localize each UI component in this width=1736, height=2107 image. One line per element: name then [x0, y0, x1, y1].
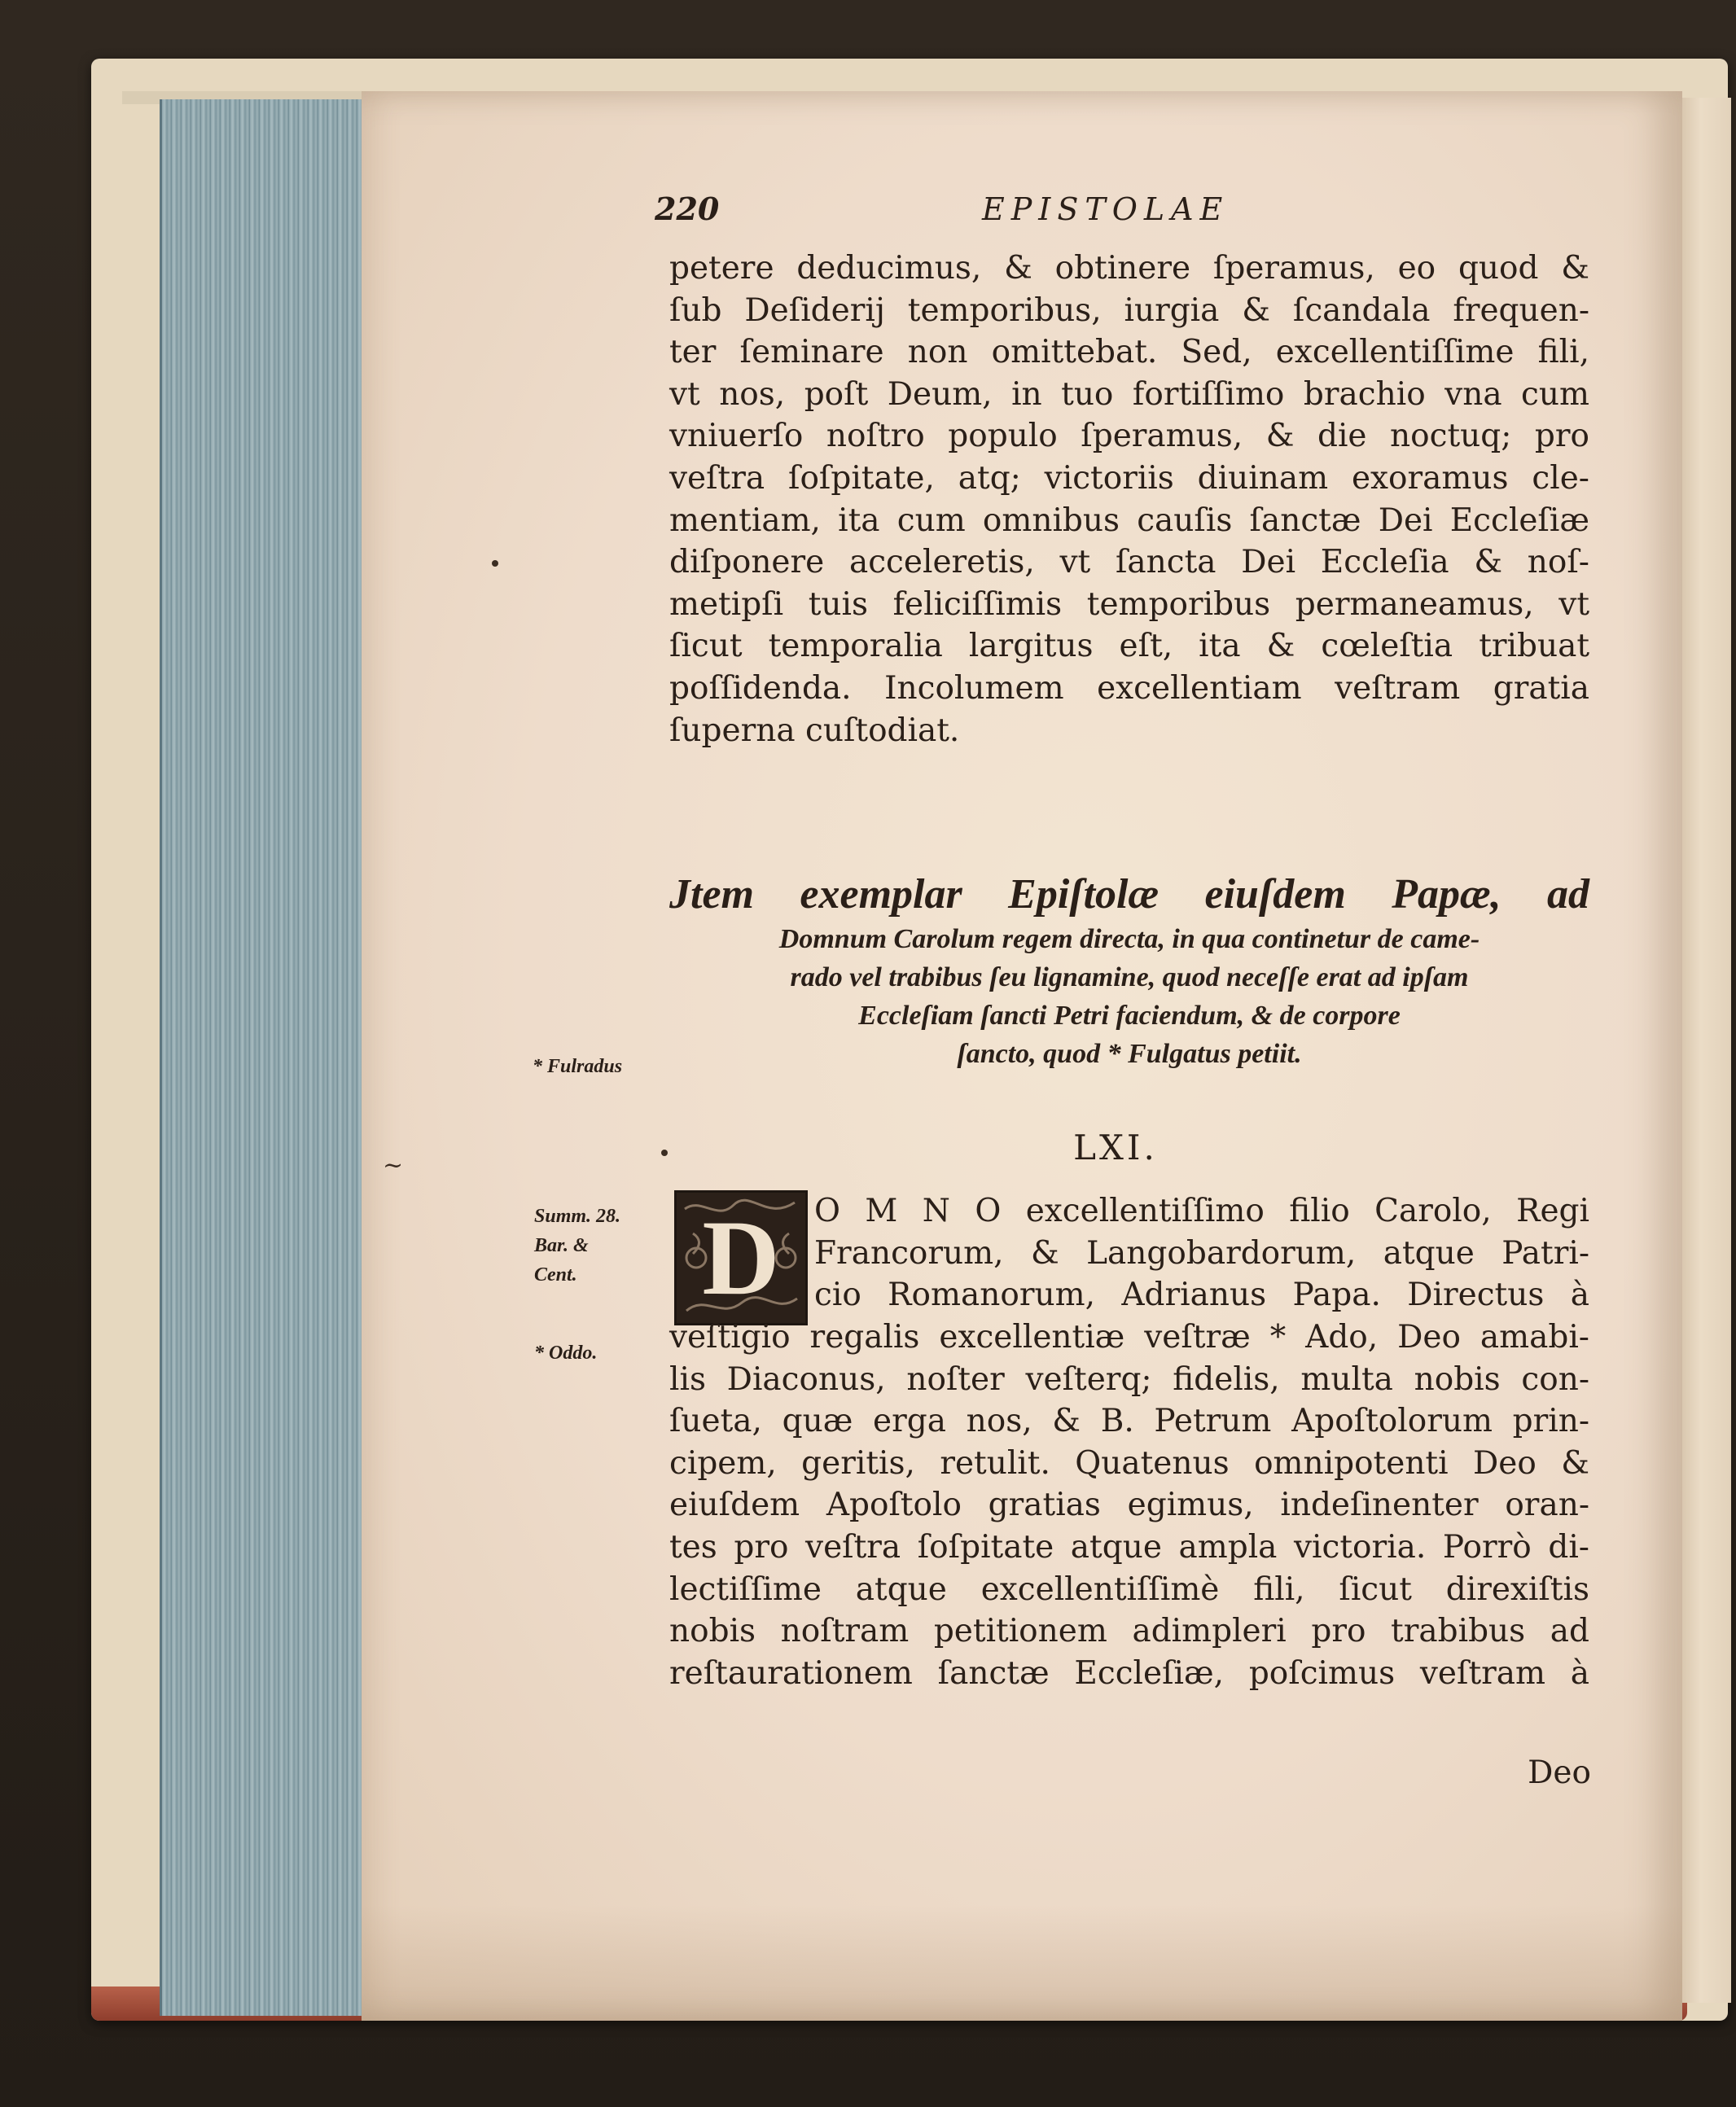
- decorated-initial: [674, 1190, 808, 1325]
- heading-line: ſancto, quod * Fulgatus petiit.: [957, 1039, 1302, 1069]
- heading-title-line: Jtem exemplar Epiſtolæ eiuſdem Papæ, ad: [669, 871, 1589, 918]
- text-line: reſtaurationem ſanctæ Eccleſiæ, poſcimus veſtram à: [669, 1654, 1589, 1692]
- running-header: [651, 189, 1466, 230]
- text-line: poſſidenda. Incolumem excellentiam veſtram gratia: [669, 669, 1589, 707]
- text-line: nobis noſtram petitionem adimpleri pro trabibus ad: [669, 1613, 1589, 1650]
- text-line: metipſi tuis feliciſſimis temporibus permaneamus, vt: [669, 585, 1589, 623]
- text-line: ſueta, quæ erga nos, & B. Petrum Apoſtolorum prin-: [669, 1403, 1589, 1440]
- facing-page-edge: [1677, 98, 1731, 2003]
- text-line: ter ſeminare non omittebat. Sed, excellentiſſime fili,: [669, 334, 1589, 371]
- text-line: tes pro veſtra ſoſpitate atque ampla victoria. Porrò di-: [669, 1528, 1589, 1566]
- text-line: cipem, geritis, retulit. Quatenus omnipotenti Deo &: [669, 1444, 1589, 1482]
- text-line: petere deducimus, & obtinere ſperamus, eo quod &: [669, 250, 1589, 287]
- heading-line: Eccleſiam ſancti Petri faciendum, & de corpore: [858, 1001, 1401, 1031]
- letter-heading: [669, 870, 1589, 1073]
- letter-lxi-text: [669, 1316, 1589, 1694]
- pen-mark-icon: ~: [383, 1151, 404, 1180]
- text-line: Francorum, & Langobardorum, atque Patri-: [814, 1234, 1589, 1272]
- text-line: mentiam, ita cum omnibus cauſis ſanctæ Dei Eccleſiæ: [669, 502, 1589, 539]
- heading-line: rado vel trabibus ſeu lignamine, quod neceſſe erat ad ipſam: [790, 962, 1469, 992]
- text-line: ſub Deſiderij temporibus, iurgia & ſcandala frequen-: [669, 291, 1589, 329]
- page-stack-edges: [160, 99, 374, 2016]
- text-line: diſponere acceleretis, vt ſancta Dei Eccleſia & noſ-: [669, 544, 1589, 581]
- initial-letter: D: [702, 1198, 780, 1317]
- text-line: veſtra ſoſpitate, atq; victoriis diuinam exoramus cle-: [669, 459, 1589, 497]
- letter-continued-text: [669, 247, 1589, 751]
- heading-line: Domnum Carolum regem directa, in qua continetur de came-: [778, 924, 1480, 954]
- margin-note-fulradus: * Fulradus: [533, 1056, 623, 1077]
- page-bottom-shading: [362, 1905, 1682, 2021]
- catchword: Deo: [1528, 1754, 1591, 1791]
- text-line: lis Diaconus, noſter veſterq; fidelis, multa nobis con-: [669, 1360, 1589, 1398]
- text-line: cio Romanorum, Adrianus Papa. Directus à: [814, 1277, 1589, 1314]
- text-line: vt nos, poſt Deum, in tuo fortiſſimo brachio vna cum: [669, 375, 1589, 413]
- text-line: ſicut temporalia largitus eſt, ita & cœleſtia tribuat: [669, 628, 1589, 665]
- ink-dot: [661, 1150, 668, 1156]
- text-line: veſtigio regalis excellentiæ veſtræ * Ado, Deo amabi-: [669, 1319, 1589, 1356]
- text-line: O M N O excellentiſſimo filio Carolo, Regi: [814, 1193, 1589, 1229]
- letter-lxi-opening: [814, 1190, 1589, 1316]
- text-line: lectiſſime atque excellentiſſimè fili, ſicut direxiſtis: [669, 1570, 1589, 1608]
- margin-note-cent: Cent.: [534, 1264, 577, 1286]
- text-line: vniuerſo noſtro populo ſperamus, & die noctuq; pro: [669, 418, 1589, 455]
- text-line: ſuperna cuſtodiat.: [669, 712, 960, 749]
- margin-note-bar: Bar. &: [534, 1235, 589, 1256]
- folio-number: 220: [655, 191, 720, 227]
- ink-dot: [492, 560, 498, 567]
- running-title: EPISTOLAE: [982, 191, 1230, 227]
- margin-note-oddo: * Oddo.: [534, 1343, 598, 1364]
- margin-note-summ: Summ. 28.: [534, 1206, 621, 1227]
- text-line: eiuſdem Apoſtolo gratias egimus, indeſinenter oran-: [669, 1487, 1589, 1524]
- chapter-number: LXI.: [1073, 1128, 1158, 1167]
